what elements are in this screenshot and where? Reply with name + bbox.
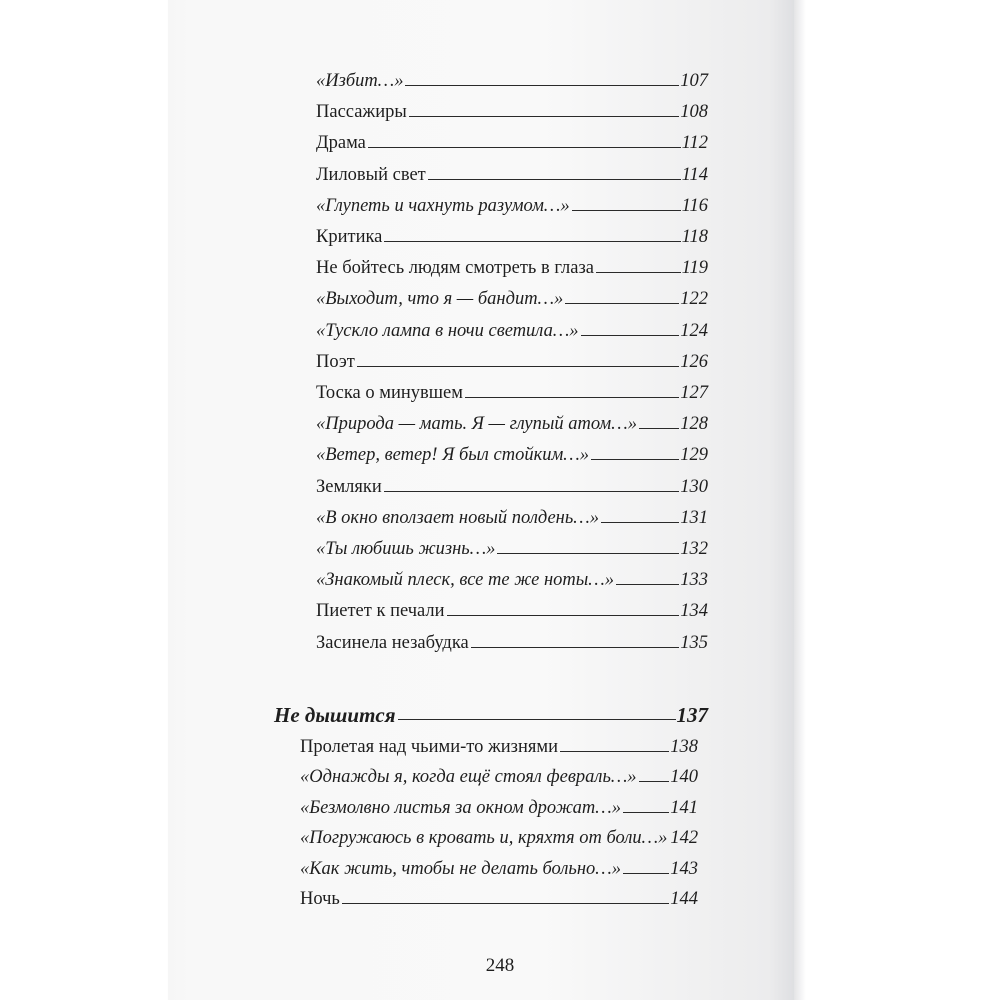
dot-leader (368, 147, 681, 148)
toc-entry (316, 218, 708, 248)
dot-leader (639, 781, 670, 782)
toc-entry-page: 119 (681, 258, 708, 279)
dot-leader (623, 812, 669, 813)
toc-entry-title: Ночь (300, 889, 340, 909)
toc-entry (316, 561, 708, 591)
toc-entry-title: «Ты любишь жизнь…» (316, 539, 496, 559)
dot-leader (560, 751, 669, 752)
toc-entry-page: 116 (681, 195, 708, 216)
toc-entry (316, 249, 708, 279)
dot-leader (447, 615, 680, 616)
toc-entry-page: 144 (670, 889, 698, 909)
toc-entry-page: 112 (681, 133, 708, 154)
toc-entry-title: Земляки (316, 476, 382, 497)
toc-entry-title: Драма (316, 133, 366, 154)
toc-entry-page: 143 (670, 858, 698, 879)
toc-entry (316, 280, 708, 310)
toc-entry (316, 436, 708, 466)
dot-leader (471, 647, 679, 648)
toc-entry (274, 696, 708, 726)
toc-entry-page: 132 (680, 539, 708, 559)
toc-entry-page: 129 (680, 445, 708, 466)
toc-entry (316, 592, 708, 622)
toc-entry-title: Не дышится (274, 703, 396, 727)
toc-entry-title: «Безмолвно листья за окном дрожат…» (300, 797, 621, 818)
dot-leader (565, 303, 679, 304)
dot-leader (384, 241, 680, 242)
dot-leader (591, 459, 679, 460)
toc-entry (316, 343, 708, 373)
toc-entry (316, 405, 708, 435)
toc-entry-page: 126 (680, 351, 708, 372)
dot-leader (616, 584, 679, 585)
toc-entry-page: 118 (681, 227, 708, 247)
toc-entry (300, 819, 698, 849)
toc-entry-page: 135 (680, 632, 708, 653)
toc-entry (316, 312, 708, 342)
toc-entry (316, 468, 708, 498)
toc-entry (316, 124, 708, 154)
toc-entry (300, 850, 698, 880)
toc-entry-title: «В окно вползает новый полдень…» (316, 507, 599, 528)
toc-entry-page: 124 (680, 320, 708, 341)
toc-entry-page: 133 (680, 570, 708, 591)
toc-entry (316, 624, 708, 654)
toc-entry-page: 142 (670, 828, 699, 849)
dot-leader (581, 335, 680, 336)
dot-leader (398, 719, 676, 720)
dot-leader (465, 397, 679, 398)
toc-entry-page: 134 (680, 601, 708, 622)
toc-entry (316, 530, 708, 560)
dot-leader (405, 85, 679, 86)
toc-entry-title: Пассажиры (316, 102, 407, 123)
toc-entry-page: 127 (680, 383, 708, 403)
toc-entry (316, 62, 708, 92)
toc-entry-title: «Избит…» (316, 71, 404, 91)
toc-entry-page: 140 (670, 767, 698, 788)
dot-leader (357, 366, 679, 367)
toc-entry-page: 122 (680, 289, 708, 310)
toc-entry-title: Пиетет к печали (316, 601, 445, 622)
toc-entry-page: 107 (680, 71, 708, 91)
dot-leader (601, 522, 679, 523)
toc-entry-page: 131 (680, 507, 708, 528)
toc-entry (316, 499, 708, 529)
toc-entry (316, 93, 708, 123)
dot-leader (428, 179, 681, 180)
toc-entry (300, 728, 698, 758)
toc-entry-page: 128 (680, 414, 708, 435)
dot-leader (497, 553, 679, 554)
toc-entry-title: «Тускло лампа в ночи светила…» (316, 320, 579, 341)
toc-entry-title: «Как жить, чтобы не делать больно…» (300, 858, 621, 879)
toc-entry-page: 138 (670, 737, 698, 757)
page-number: 248 (485, 955, 515, 976)
toc-entry-page: 141 (670, 797, 698, 818)
toc-entry-title: Критика (316, 227, 383, 247)
dot-leader (596, 272, 681, 273)
dot-leader (384, 491, 679, 492)
toc-entry-page: 130 (680, 476, 708, 497)
toc-entry (300, 880, 698, 910)
dot-leader (342, 903, 669, 904)
dot-leader (639, 428, 679, 429)
toc-entry (300, 789, 698, 819)
toc-entry (316, 156, 708, 186)
toc-entry-title: «Погружаюсь в кровать и, кряхтя от боли…» (300, 828, 668, 849)
toc-entry-title: Поэт (316, 351, 355, 372)
toc-entry-title: «Глупеть и чахнуть разумом…» (316, 195, 570, 216)
toc-entry-title: «Знакомый плеск, все те же ноты…» (316, 570, 615, 591)
toc-entry-page: 108 (680, 102, 708, 123)
toc-entry-title: «Однажды я, когда ещё стоял февраль…» (300, 767, 637, 788)
toc-entry-page: 137 (676, 703, 708, 727)
dot-leader (623, 873, 669, 874)
toc-entry-title: Тоска о минувшем (316, 383, 463, 403)
toc-entry-title: «Выходит, что я — бандит…» (316, 289, 564, 310)
toc-entry (300, 758, 698, 788)
toc-entry-page: 114 (681, 164, 708, 185)
toc-entry-title: Засинела незабудка (316, 632, 469, 653)
toc-entry-title: Лиловый свет (316, 164, 426, 185)
toc-entry (316, 187, 708, 217)
dot-leader (572, 210, 681, 211)
dot-leader (409, 116, 679, 117)
toc-entry-title: Пролетая над чьими-то жизнями (300, 737, 558, 757)
toc-entry-title: Не бойтесь людям смотреть в глаза (316, 258, 594, 279)
toc-entry (316, 374, 708, 404)
toc-entry-title: «Ветер, ветер! Я был стойким…» (316, 445, 589, 466)
toc-entry-title: «Природа — мать. Я — глупый атом…» (316, 414, 637, 435)
